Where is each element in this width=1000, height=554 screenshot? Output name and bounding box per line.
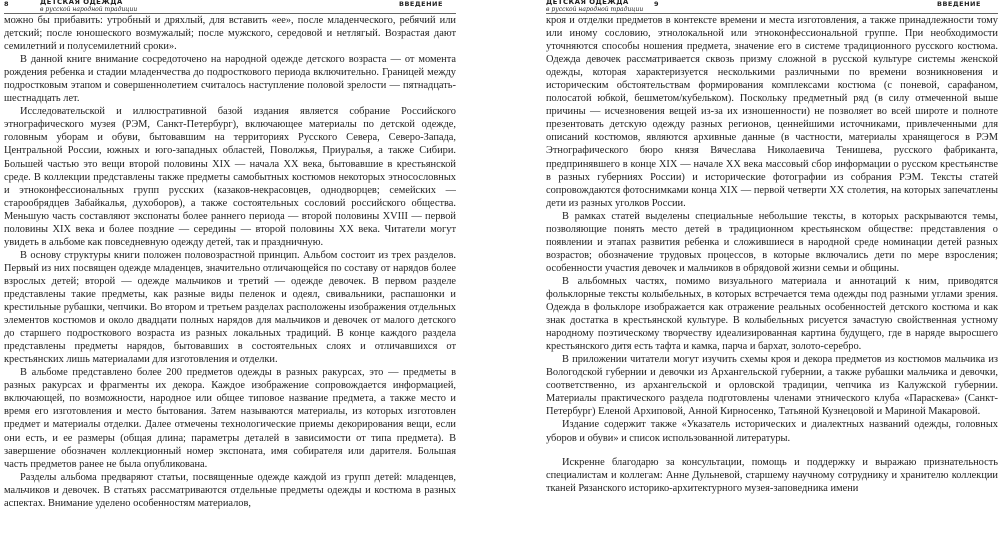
paragraph: Разделы альбома предваряют статьи, посвященные одежде каждой из групп детей: младенцев, мальчиков и девочек. В статьях рассматриваются отдельные предметы одежды и костюма в разных аспектах. Внимание уделено особенностям материалов,: [4, 471, 456, 509]
paragraph: В приложении читатели могут изучить схемы кроя и декора предметов из костюмов мальчика из Вологодской губернии и девочки из Архангельской губернии, а также рубашки мальчика и девочки, соответственно, из архангельской и орловской традиции, чепчика из Калужской губернии. Материалы практического раздела подготовлены членами этнического клуба «Параскева» (Санкт-Петербург) Еленой Архиповой, Анной Кирносенко, Татьяной Кузнецовой и Мариной Макаровой.: [546, 354, 998, 418]
right-page: [546, 0, 998, 554]
paragraph: В альбомных частях, помимо визуального материала и аннотаций к ним, приводятся фольклорные тексты колыбельных, в которых встречается тема одежды под разными углами зрения. Одежда в фольклоре изображается как отражение реальных особенностей детского костюма и как знак достатка в крестьянской культуре. В колыбельных рисуется зачастую свойственная устному народному поэтическому творчеству идеализированная картина будущего, где в наряде выросшего крестьянского дитя есть тафта и камка, парча и бархат, золото-серебро.: [546, 275, 998, 353]
paragraph: Исследовательской и иллюстративной базой издания является собрание Российского этнографического музея (РЭМ, Санкт-Петербург), включающее материалы по детской одежде, головным уборам и обуви, бытовавшим на территориях Русского Севера, Северо-Запада, Центральной России, южных и юго-западных областей, Поволжья, Приуралья, а также Сибири. Большей частью это вещи второй половины XIX — начала XX века, бытовавшие в крестьянской среде. В коллекции представлены также предметы самобытных костюмов некоторых этносословных и этноконфессиональных групп русских (казаков-некрасовцев, однодворцев; семейских — старообрядцев Забайкалья, духоборов), а также состоятельных сословий российского общества. Меньшую часть составляют экспонаты более раннего периода — второй половины XVIII — первой половины XIX века и более поздние — середины — второй половины XX века. Читатели могут увидеть в альбоме как повседневную одежду детей, так и праздничную.: [4, 106, 456, 248]
paragraph: кроя и отделки предметов в контексте времени и места изготовления, а также принадлежности тому или иному сословию, этнолокальной или этноконфессиональной группе. При необходимости уточняются способы ношения предмета, значение его в системе традиционного русского костюма. Одежда девочек рассматривается сквозь призму сложной в русской культуре системы женской одежды, которая характеризуется несколькими различными по времени возникновения и историческим обстоятельствам формирования комплексами костюма (с поневой, сарафаном, полосатой юбкой, бешметом/кубельком). Поскольку предметный ряд (в силу отмеченной выше причины — исчезновения вещей из-за их изношенности) не позволяет во всей широте и полноте презентовать детскую одежду разных регионов, ценнейшими источниками, привлеченными для описаний костюмов, являются архивные данные (в частности, материалы хранящегося в РЭМ Этнографического бюро князя Вячеслава Николаевича Тенишева, русского фабриканта, предпринявшего в конце XIX — начале XX века массовый сбор информации о русском крестьянстве в разных губерниях России) и исторические фотографии из собрания РЭМ. Тексты статей сопровождаются фотоснимками конца XIX — первой четверти XX столетия, на которых запечатлены дети из разных уголков России.: [546, 15, 998, 209]
right-header-section: ВВЕДЕНИЕ: [937, 0, 981, 8]
paragraph: В альбоме представлено более 200 предметов одежды в разных ракурсах, это — предметы в разных ракурсах и фрагменты их декора. Каждое изображение сопровождается информацией, включающей, по возможности, народное или общее типовое название предмета, а также место и время его изготовления и место бытования. Затем называются материалы, из которых изготовлен предмет и материалы отделки. Далее отмечены технологические приемы декорирования вещи, если они есть, и ее размеры (общая длина; параметры деталей в зависимости от типа предмета). В завершение обозначен коллекционный номер экспоната, имя собирателя или дарителя. Большая часть предметов ранее не была опубликована.: [4, 367, 456, 470]
paragraph: можно бы прибавить: утробный и дряхлый, для вставить «ее», после младенческого, ребячий или детский; после юношеского возмужалый; после мужского, середовой и нетлягый. Возрастая дают семилетний и полусемилетний сроки».: [4, 15, 456, 53]
paragraph: В основу структуры книги положен половозрастной принцип. Альбом состоит из трех разделов. Первый из них посвящен одежде младенцев, значительно отличающейся по составу от нарядов более взрослых детей; второй — одежде мальчиков и третий — одежде девочек. В первом разделе представлены такие предметы, как разные виды пеленок и одеял, свивальники, распашонки и крестильные рубашки, чепчики. Во втором и третьем разделах расположены изображения отдельных элементов костюмов и около двадцати полных нарядов для мальчиков и девочек от малого детского до старшего подросткового возраста из разных локальных традиций. В конце каждого раздела представлены предметы нарядов, бытовавших в состоятельных слоях и отличавшихся от крестьянских лишь материалами для изготовления и отделки.: [4, 249, 456, 366]
right-header-title: ДЕТСКАЯ ОДЕЖДА: [546, 0, 629, 6]
right-running-head: [546, 0, 998, 14]
paragraph: Искренне благодарю за консультации, помощь и поддержку и выражаю признательность специалистам и коллегам: Анне Дульневой, старшему научному сотруднику и хранителю коллекции тканей Рязанского историко-архитектурного музея-заповедника имени: [546, 456, 998, 494]
left-header-subtitle: в русской народной традиции: [40, 6, 138, 13]
right-page-number: 9: [654, 0, 659, 8]
right-body-text: [546, 14, 998, 495]
left-page: [4, 0, 456, 554]
left-body-text: [4, 14, 456, 510]
left-header-title: ДЕТСКАЯ ОДЕЖДА: [40, 0, 123, 6]
paragraph: В данной книге внимание сосредоточено на народной одежде детского возраста — от момента рождения ребенка и стадии младенчества до подросткового периода включительно. Границей между подростковым этапом и совершеннолетием считалось наступление половой зрелости — пятнадцать-шестнадцать лет.: [4, 54, 456, 105]
paragraph: Издание содержит также «Указатель исторических и диалектных названий одежды, головных уборов и обуви» и список использованной литературы.: [546, 419, 998, 444]
right-header-subtitle: в русской народной традиции: [546, 6, 644, 13]
left-running-head: [4, 0, 456, 14]
left-page-number: 8: [4, 0, 9, 8]
left-header-section: ВВЕДЕНИЕ: [399, 0, 443, 8]
paragraph: В рамках статей выделены специальные небольшие тексты, в которых раскрываются темы, позволяющие понять место детей в традиционном крестьянском обществе: представления о появлении и этапах развития ребенка и сложившиеся в народной среде номинации детей разных возрастов; обозначение трудовых процессов, в которые включались дети по мере взросления; особенности участия девочек и мальчиков в обрядовой жизни семьи и общины.: [546, 210, 998, 274]
